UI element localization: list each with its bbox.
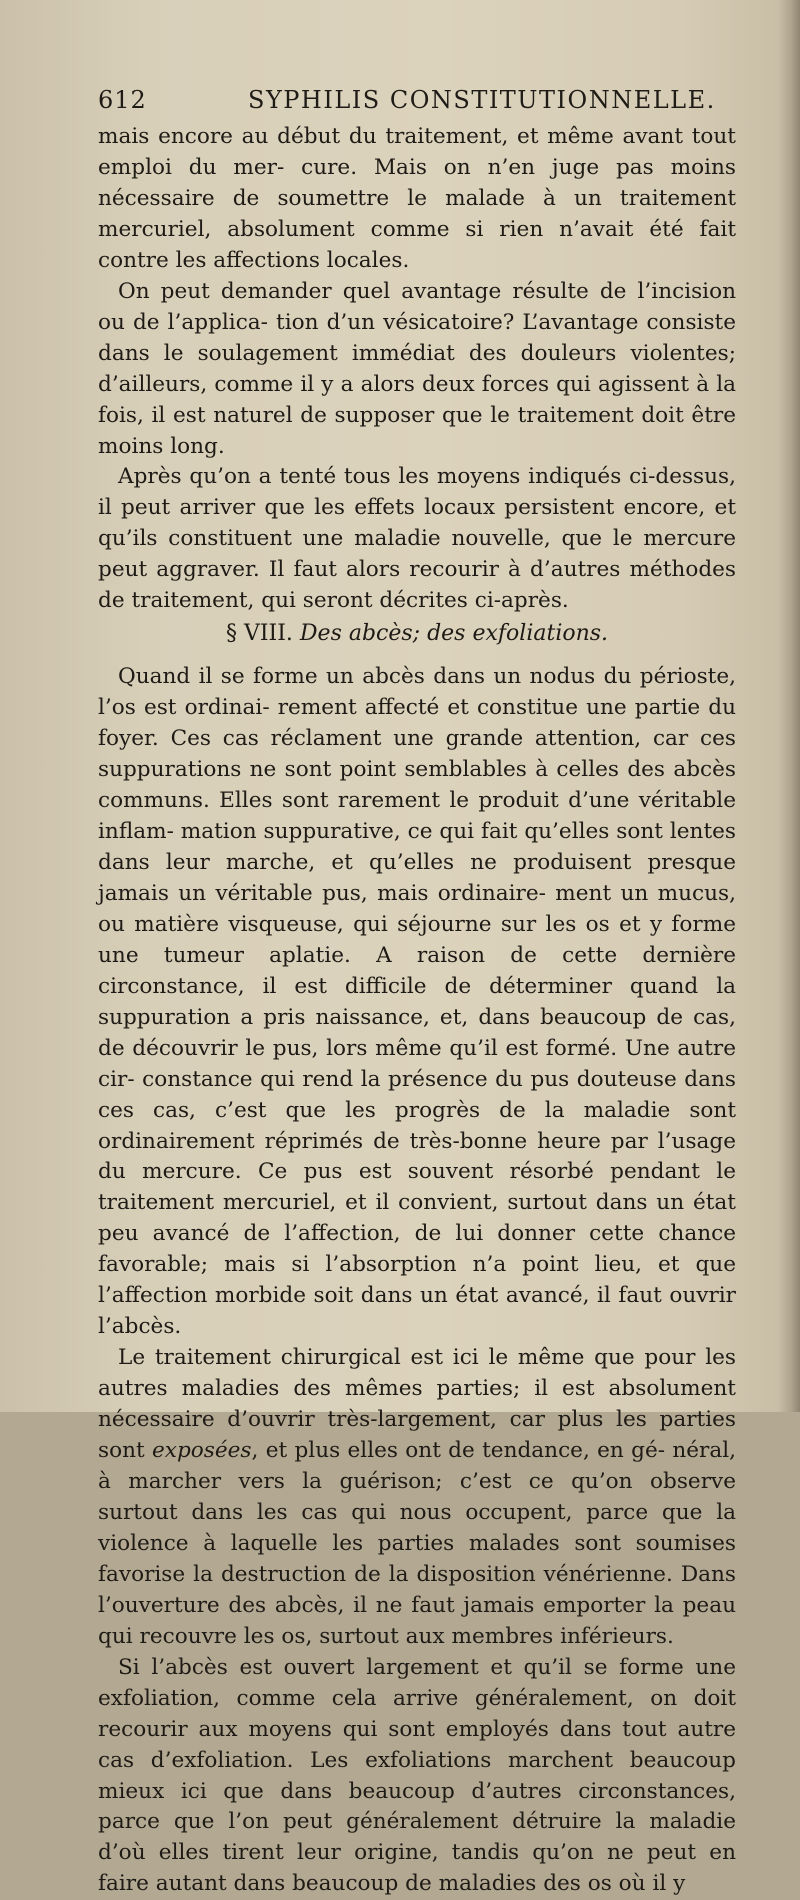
section-label: § VIII. bbox=[225, 621, 293, 647]
paragraph-2: On peut demander quel avantage résulte de l’incision ou de l’applica- tion d’un vésicatoire? L’avantage consiste dans le soulagement immédiat des douleurs violentes; d’ailleurs, comme il y a alors deux forces qui agissent à la fois, il est naturel de supposer que le traitement doit être moins long. bbox=[98, 278, 736, 459]
running-head bbox=[98, 86, 738, 120]
page-edge-shadow bbox=[778, 0, 800, 1412]
body-text bbox=[98, 122, 736, 1900]
paragraph-5-part-1: Le traitement chirurgical est ici le même que pour les autres maladies des mêmes parties; il est absolument nécessaire d’ouvrir très-largement, car plus les parties sont bbox=[98, 1345, 736, 1464]
paragraph-6: Si l’abcès est ouvert largement et qu’il se forme une exfoliation, comme cela arrive généralement, on doit recourir aux moyens qui sont employés dans tout autre cas d’exfoliation. Les exfoliations marchent beaucoup mieux ici que dans beaucoup d’autres circonstances, parce que l’on peut généralement détruire la maladie d’où elles tirent leur origine, tandis qu’on ne peut en faire autant dans beaucoup de maladies des os où il y bbox=[98, 1654, 736, 1897]
paragraph-5 bbox=[98, 1343, 736, 1653]
page-number: 612 bbox=[98, 86, 147, 114]
section-heading bbox=[98, 619, 736, 650]
paragraph-1: mais encore au début du traitement, et même avant tout emploi du mer- cure. Mais on n’en juge pas moins nécessaire de soumettre le malade à un traitement mercuriel, absolument comme si rien n’avait été fait contre les affections locales. bbox=[98, 124, 736, 273]
paragraph-5-part-2: , et plus elles ont de tendance, en gé- néral, à marcher vers la guérison; c’est ce qu’on observe surtout dans les cas qui nous occupent, parce que la violence à laquelle les parties malades sont soumises favorise la destruction de la disposition vénérienne. Dans l’ouverture des abcès, il ne faut jamais emporter la peau qui recouvre les os, surtout aux membres inférieurs. bbox=[98, 1438, 737, 1649]
paragraph-4: Quand il se forme un abcès dans un nodus du périoste, l’os est ordinai- rement affecté et constitue une partie du foyer. Ces cas réclament une grande attention, car ces suppurations ne sont point semblables à celles des abcès communs. Elles sont rarement le produit d’une véritable inflam- mation suppurative, ce qui fait qu’elles sont lentes dans leur marche, et qu’elles ne produisent presque jamais un véritable pus, mais ordinaire- ment un mucus, ou matière visqueuse, qui séjourne sur les os et y forme une tumeur aplatie. A raison de cette dernière circonstance, il est difficile de déterminer quand la suppuration a pris naissance, et, dans beaucoup de cas, de découvrir le pus, lors même qu’il est formé. Une autre cir- constance qui rend la présence du pus douteuse dans ces cas, c’est que les progrès de la maladie sont ordinairement réprimés de très-bonne heure par l’usage du mercure. Ce pus est souvent résorbé pendant le traitement mercuriel, et il convient, surtout dans un état peu avancé de l’affection, de lui donner cette chance favorable; mais si l’absorption n’a point lieu, et que l’affection morbide soit dans un état avancé, il faut ouvrir l’abcès. bbox=[98, 664, 736, 1340]
running-title: SYPHILIS CONSTITUTIONNELLE. bbox=[248, 86, 716, 114]
emphasis-exposees: exposées bbox=[152, 1438, 252, 1464]
section-title: Des abcès; des exfoliations. bbox=[299, 621, 609, 647]
paragraph-3: Après qu’on a tenté tous les moyens indiqués ci-dessus, il peut arriver que les effets locaux persistent encore, et qu’ils constituent une maladie nouvelle, que le mercure peut aggraver. Il faut alors recourir à d’autres méthodes de traitement, qui seront décrites ci-après. bbox=[98, 464, 736, 614]
